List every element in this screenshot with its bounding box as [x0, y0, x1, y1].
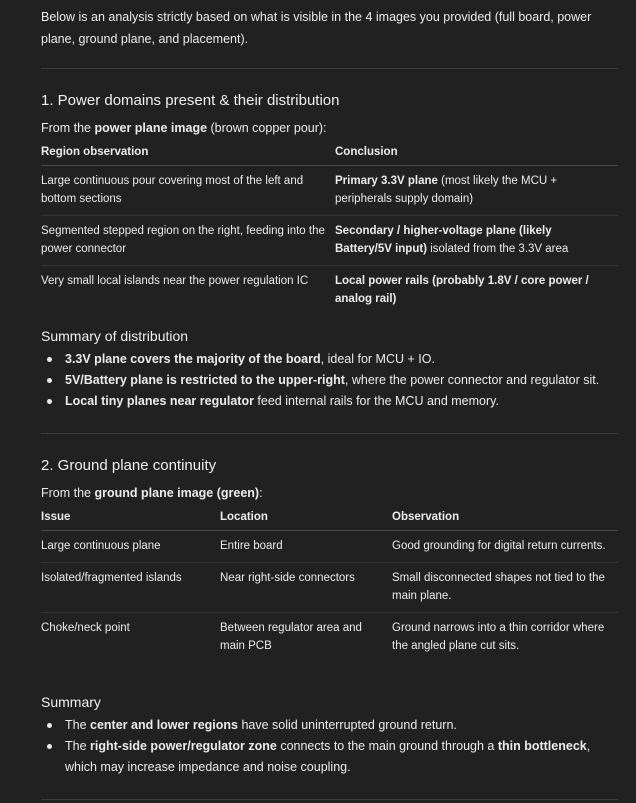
column-header: Observation: [392, 511, 618, 531]
table-cell: Good grounding for digital return currents.: [392, 531, 618, 563]
cell-bold: Primary 3.3V plane: [335, 175, 438, 187]
bullet-bold: center and lower regions: [90, 718, 238, 732]
ground-plane-table: [41, 511, 618, 662]
list-item: [41, 391, 618, 412]
bullet-text: , ideal for MCU + IO.: [320, 352, 435, 366]
bullet-icon: [47, 744, 52, 749]
section2-lead: [41, 486, 263, 500]
table-cell: Segmented stepped region on the right, feeding into the power connector: [41, 216, 335, 266]
cell-bold: Local power rails (probably 1.8V / core power / analog rail): [335, 275, 589, 305]
table-row: [41, 216, 618, 266]
list-item: [41, 349, 618, 370]
lead-text: From the: [41, 121, 95, 135]
table-cell: Entire board: [220, 531, 392, 563]
bullet-bold: right-side power/regulator zone: [90, 739, 277, 753]
list-item: [41, 736, 618, 778]
divider: [41, 433, 618, 434]
lead-text: :: [259, 486, 263, 500]
bullet-bold: 3.3V plane covers the majority of the board: [65, 352, 321, 366]
column-header: Issue: [41, 511, 220, 531]
bullet-text: connects to the main ground through a: [276, 739, 498, 753]
section1-heading: 1. Power domains present & their distribution: [41, 92, 340, 109]
cell-text: (most likely the MCU + peripherals supply domain): [335, 175, 558, 205]
table-row: [41, 563, 618, 613]
bullet-text: The: [65, 739, 91, 753]
section2-heading: 2. Ground plane continuity: [41, 457, 217, 474]
bullet-text: , which may increase impedance and noise coupling.: [65, 739, 591, 774]
power-domains-table: [41, 146, 618, 315]
list-item: [41, 370, 618, 391]
intro-paragraph: Below is an analysis strictly based on what is visible in the 4 images you provided (full board, power plane, ground plane, and placement).: [41, 10, 592, 46]
table-cell: Very small local islands near the power regulation IC: [41, 275, 309, 287]
table-cell: [335, 166, 618, 216]
list-item: [41, 715, 618, 736]
section2-summary-heading: Summary: [41, 694, 101, 710]
bullet-text: The: [65, 718, 91, 732]
table-row: [41, 613, 618, 663]
table-cell: Large continuous plane: [41, 531, 220, 563]
table-cell: Isolated/fragmented islands: [41, 563, 220, 613]
table-cell: Ground narrows into a thin corridor where the angled plane cut sits.: [392, 622, 605, 652]
table-header-row: [41, 146, 618, 166]
section1-summary-heading: Summary of distribution: [41, 328, 189, 344]
bullet-bold: 5V/Battery plane is restricted to the upper-right: [65, 373, 345, 387]
table-header-row: [41, 511, 618, 531]
cell-bold: Secondary / higher-voltage plane (likely Battery/5V input): [335, 225, 552, 255]
bullet-text: have solid uninterrupted ground return.: [237, 718, 457, 732]
table-cell: Choke/neck point: [41, 622, 130, 634]
bullet-bold: thin bottleneck: [497, 739, 587, 753]
bullet-text: feed internal rails for the MCU and memory.: [253, 394, 499, 408]
lead-text: (brown copper pour):: [207, 121, 327, 135]
divider: [41, 68, 618, 69]
lead-bold: ground plane image (green): [94, 486, 260, 500]
bullet-icon: [47, 399, 52, 404]
table-row: [41, 531, 618, 563]
table-cell: [335, 216, 618, 266]
column-header: Location: [220, 511, 392, 531]
column-header: Region observation: [41, 146, 335, 166]
column-header: Conclusion: [335, 146, 618, 166]
table-cell: Near right-side connectors: [220, 563, 392, 613]
bullet-icon: [47, 723, 52, 728]
table-cell: Between regulator area and main PCB: [220, 622, 362, 652]
section2-bullet-list: [41, 715, 618, 778]
table-row: [41, 266, 618, 316]
bullet-icon: [47, 378, 52, 383]
section1-lead: [41, 121, 327, 135]
table-cell: Large continuous pour covering most of the left and bottom sections: [41, 166, 335, 216]
lead-bold: power plane image: [94, 121, 208, 135]
table-cell: [335, 266, 618, 316]
divider: [41, 799, 618, 800]
section1-bullet-list: [41, 349, 618, 412]
bullet-bold: Local tiny planes near regulator: [65, 394, 254, 408]
table-row: [41, 166, 618, 216]
table-cell: Small disconnected shapes not tied to the main plane.: [392, 563, 618, 613]
cell-text: isolated from the 3.3V area: [427, 243, 569, 255]
bullet-text: , where the power connector and regulator sit.: [344, 373, 600, 387]
lead-text: From the: [41, 486, 95, 500]
bullet-icon: [47, 357, 52, 362]
